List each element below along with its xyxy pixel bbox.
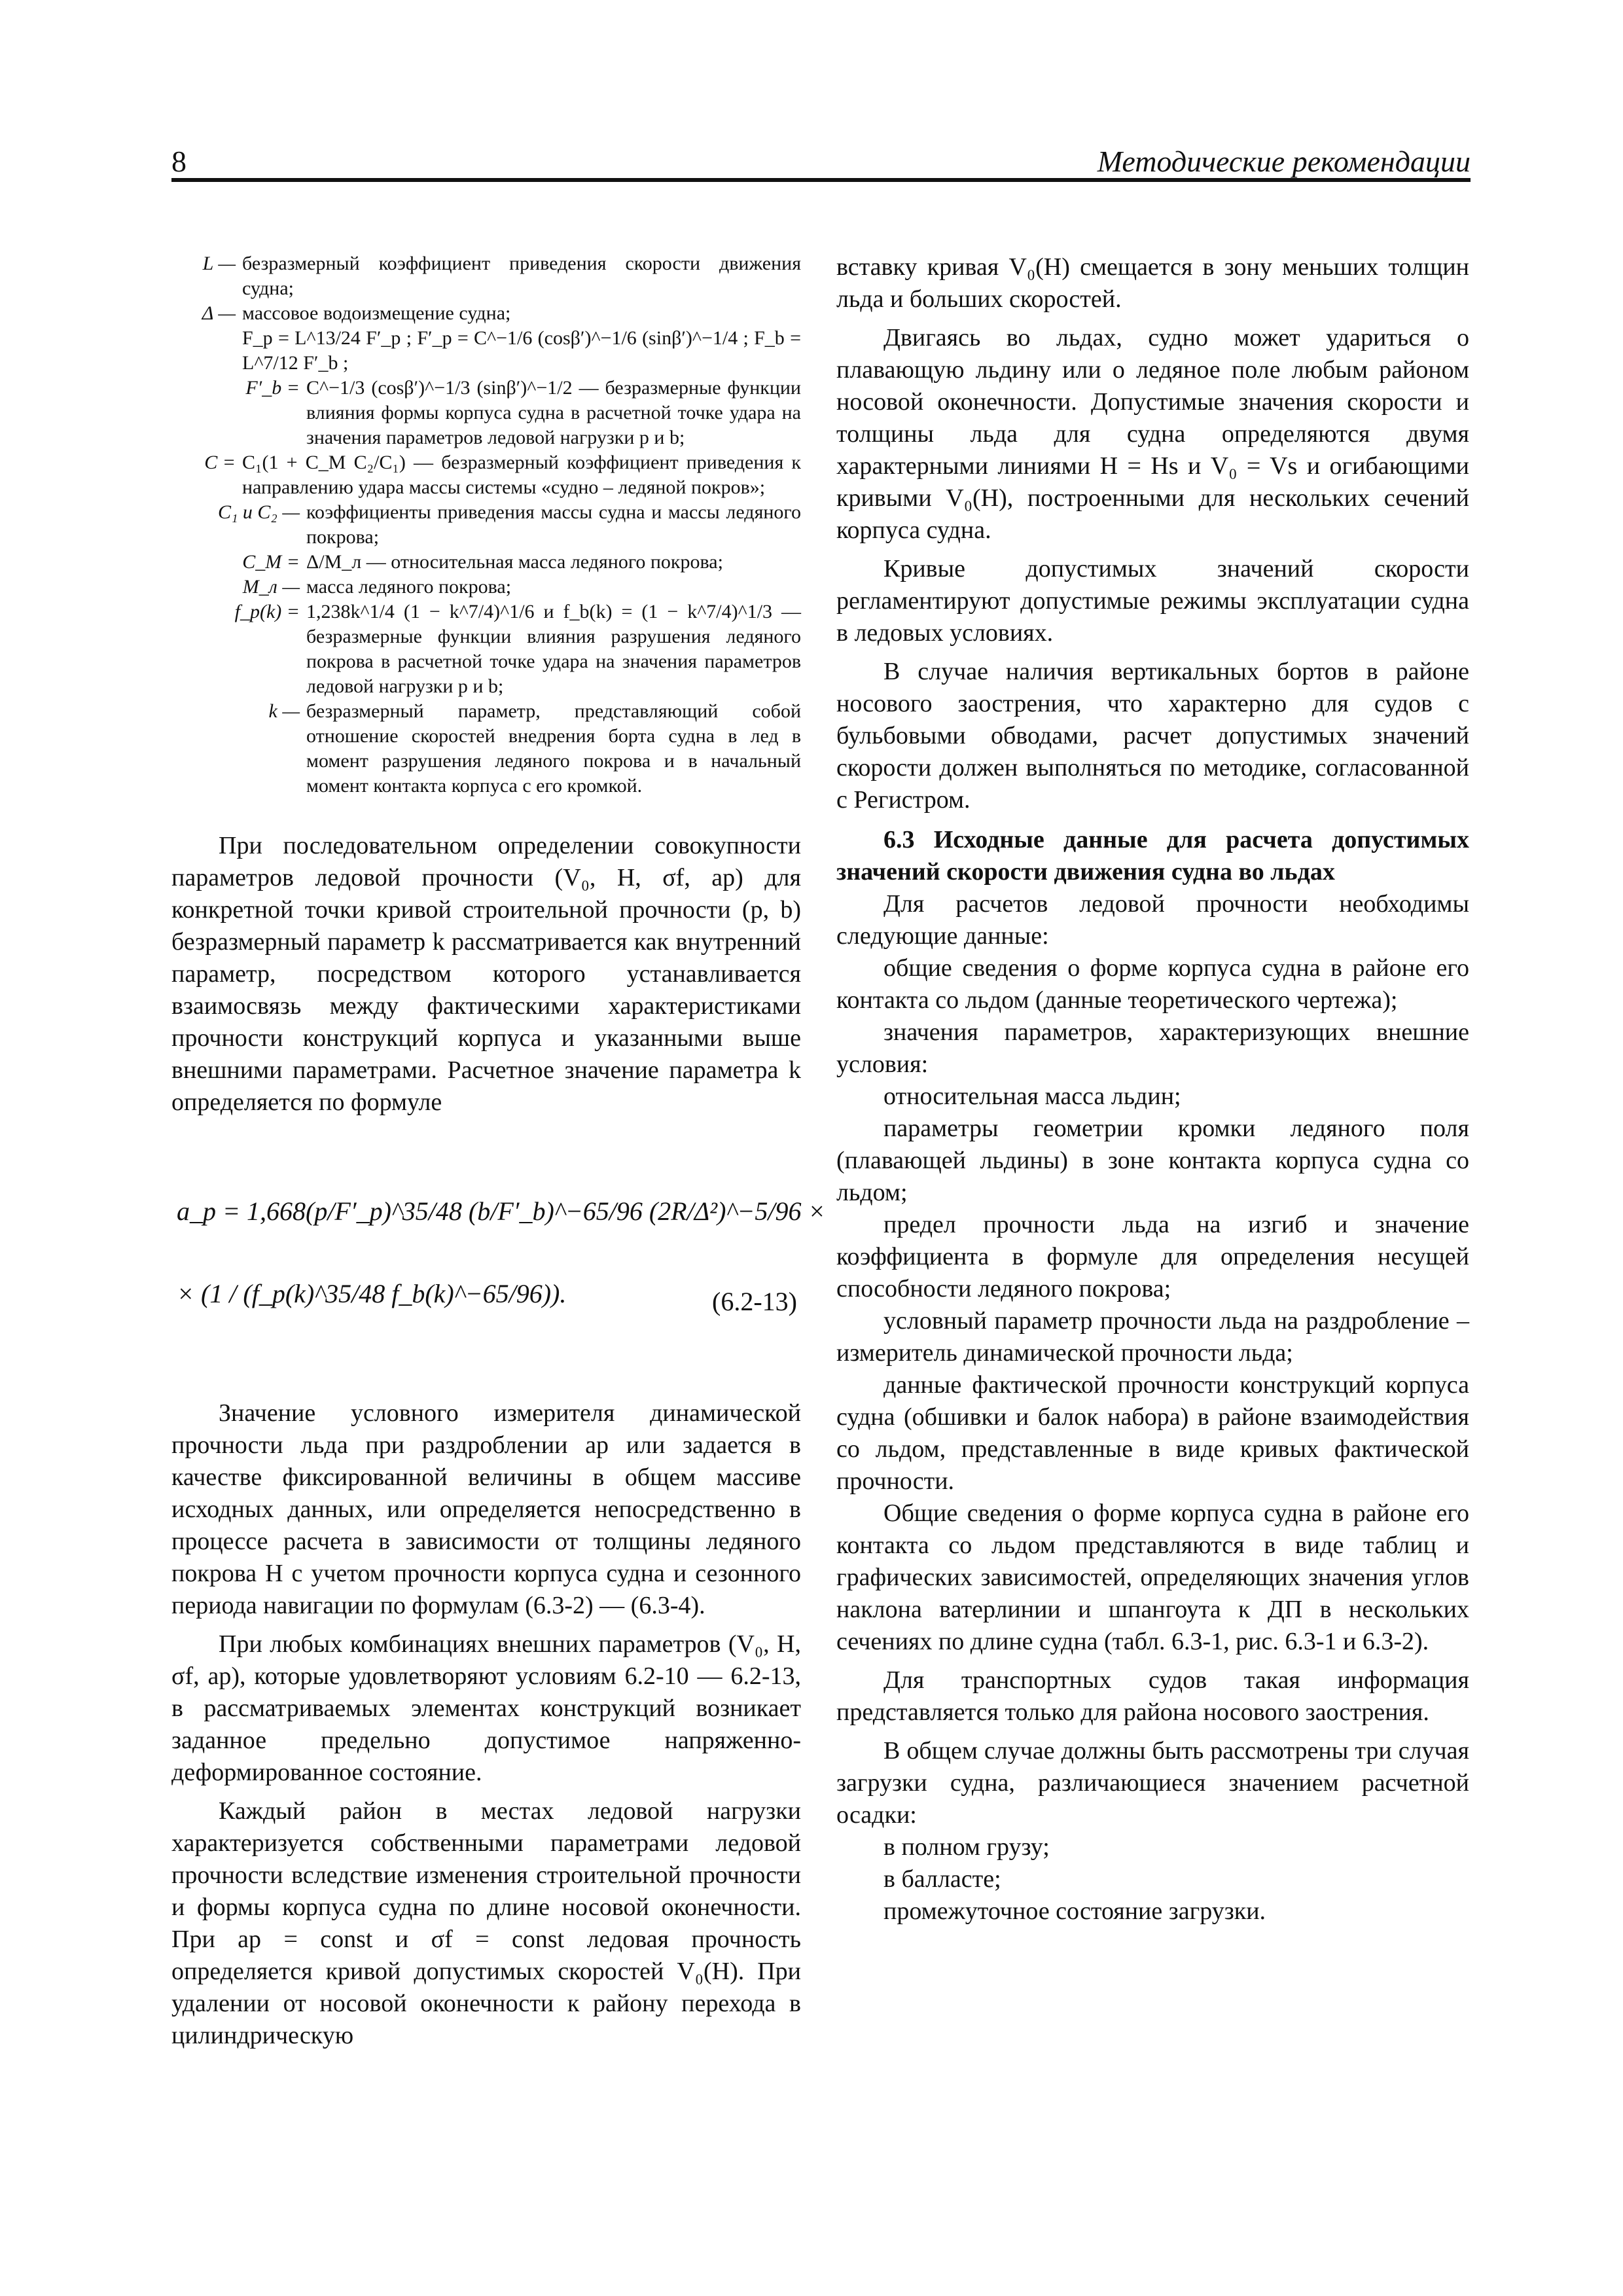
paragraph: Значение условного измерителя динамической прочности льда при раздроблении ap или задается в качестве фиксированной величины в общем массиве исходных данных, или определяется непосредственно в процессе расчета в зависимости от толщины ледяного покрова H с учетом прочности корпуса судна и сезонного периода навигации по формулам (6.3-2) — (6.3-4). — [171, 1399, 801, 1619]
list-item: в балласте; — [883, 1865, 1001, 1893]
paragraph: При любых комбинациях внешних параметров (V₀, H, σf, ap), которые удовлетворяют условиям 6.2-10 — 6.2-13, в рассматриваемых элементах конструкций возникает заданное предельно допустимое напряженно-деформированное состояние. — [171, 1630, 801, 1786]
paragraph: В случае наличия вертикальных бортов в районе носового заострения, что характерно для судов с бульбовыми обводами, расчет допустимых значений скорости должен выполняться по методике, согласованной с Регистром. — [836, 658, 1469, 814]
equation-number: (6.2-13) — [712, 1287, 797, 1316]
notation-symbol: Δ — — [202, 302, 236, 324]
notation-text: масса ледяного покрова; — [306, 576, 512, 598]
notation-symbol: k — — [268, 700, 300, 722]
paragraph: Для расчетов ледовой прочности необходимы следующие данные: — [836, 890, 1469, 950]
page-header — [171, 140, 1471, 179]
left-column — [171, 251, 826, 2052]
formula-line: × (1 / (f_p(k)^35/48 f_b(k)^−65/96)). — [177, 1279, 567, 1308]
notation-text: Δ/M_л — относительная масса ледяного покрова; — [306, 551, 723, 573]
paragraph: При последовательном определении совокупности параметров ледовой прочности (V₀, H, σf, ap) для конкретной точки кривой строительной прочности (p, b) безразмерный параметр k рассматривается как внутренний параметр, посредством которого устанавливается взаимосвязь между фактическими характеристиками прочности конструкций корпуса и указанными выше внешними параметрами. Расчетное значение параметра k определяется по формуле — [171, 832, 801, 1116]
header-rule — [171, 178, 1471, 182]
notation-item — [171, 699, 801, 798]
notation-list — [171, 251, 801, 798]
notation-item — [171, 376, 801, 450]
notation-text: коэффициенты приведения массы судна и массы ледяного покрова; — [306, 501, 801, 548]
notation-text: C^−1/3 (cosβ′)^−1/3 (sinβ′)^−1/2 — безразмерные функции влияния формы корпуса судна в расчетной точке удара на значения параметров ледовой нагрузки p и b; — [306, 377, 801, 448]
notation-item — [171, 450, 801, 500]
right-column — [836, 251, 1469, 1928]
running-title: Методические рекомендации — [1097, 145, 1471, 178]
notation-item — [171, 550, 801, 575]
paragraph: В общем случае должны быть рассмотрены три случая загрузки судна, различающиеся значением расчетной осадки: — [836, 1737, 1469, 1829]
notation-item — [171, 575, 801, 600]
notation-text: 1,238k^1/4 (1 − k^7/4)^1/6 и f_b(k) = (1 − k^7/4)^1/3 — безразмерные функции влияния разрушения ледяного покрова в расчетной точке удара на значения параметров ледовой нагрузки p и b; — [306, 601, 801, 697]
notation-symbol: C = — [204, 452, 236, 473]
paragraph: Для транспортных судов такая информация представляется только для района носового заострения. — [836, 1666, 1469, 1726]
notation-item — [171, 500, 801, 550]
list-item: относительная масса льдин; — [883, 1083, 1181, 1110]
list-item: значения параметров, характеризующих внешние условия: — [836, 1018, 1469, 1078]
formula-6-2-13 — [171, 1155, 826, 1371]
notation-symbol: f_p(k) = — [234, 601, 300, 622]
notation-text: безразмерный параметр, представляющий собой отношение скоростей внедрения борта судна в лед в момент разрушения ледяного покрова и в начальный момент контакта корпуса с его кромкой. — [306, 700, 801, 797]
list-item: общие сведения о форме корпуса судна в районе его контакта со льдом (данные теоретического чертежа); — [836, 954, 1469, 1014]
notation-symbol: F′_b = — [245, 377, 300, 399]
notation-item — [171, 301, 801, 326]
notation-item — [171, 600, 801, 699]
list-item: условный параметр прочности льда на раздробление – измеритель динамической прочности льда; — [836, 1307, 1469, 1367]
list-item: промежуточное состояние загрузки. — [883, 1897, 1266, 1925]
notation-symbol: C₁ и C₂ — — [217, 501, 300, 523]
paragraph: Общие сведения о форме корпуса судна в районе его контакта со льдом представляются в виде таблиц и графических зависимостей, определяющих значения углов наклона ватерлинии и шпангоута к ДП в нескольких сечениях по длине судна (табл. 6.3-1, рис. 6.3-1 и 6.3-2). — [836, 1499, 1469, 1655]
section-heading: 6.3 Исходные данные для расчета допустимых значений скорости движения судна во льдах — [836, 826, 1469, 886]
paragraph: Кривые допустимых значений скорости регламентируют допустимые режимы эксплуатации судна в ледовых условиях. — [836, 555, 1469, 647]
notation-symbol: C_M = — [242, 551, 300, 573]
list-item: предел прочности льда на изгиб и значение коэффициента в формуле для определения несущей способности ледяного покрова; — [836, 1211, 1469, 1302]
notation-item — [171, 326, 801, 376]
formula-line: a_p = 1,668(p/F′_p)^35/48 (b/F′_b)^−65/96 (2R/Δ²)^−5/96 × — [177, 1196, 826, 1226]
notation-symbol — [171, 326, 242, 376]
notation-symbol: M_л — — [242, 576, 300, 598]
list-item: в полном грузу; — [883, 1833, 1050, 1861]
page-number: 8 — [171, 145, 187, 178]
notation-text: C₁(1 + C_M C₂/C₁) — безразмерный коэффициент приведения к направлению удара массы системы «судно – ледяной покров»; — [242, 452, 801, 498]
paragraph: Двигаясь во льдах, судно может удариться о плавающую льдину или о ледяное поле любым районом носовой оконечности. Допустимые значения скорости и толщины льда для судна определяются двумя характерными линиями H = Hs и V₀ = Vs и огибающими кривыми V₀(H), построенными для нескольких сечений корпуса судна. — [836, 324, 1469, 544]
notation-text: F_p = L^13/24 F′_p ; F′_p = C^−1/6 (cosβ′)^−1/6 (sinβ′)^−1/4 ; F_b = L^7/12 F′_b ; — [242, 327, 801, 374]
notation-symbol: L — — [202, 253, 236, 274]
notation-text: безразмерный коэффициент приведения скорости движения судна; — [242, 253, 801, 299]
list-item: параметры геометрии кромки ледяного поля (плавающей льдины) в зоне контакта корпуса судна со льдом; — [836, 1115, 1469, 1206]
paragraph: вставку кривая V₀(H) смещается в зону меньших толщин льда и больших скоростей. — [836, 253, 1469, 313]
list-item: данные фактической прочности конструкций корпуса судна (обшивки и балок набора) в районе взаимодействия со льдом, представленные в виде кривых фактической прочности. — [836, 1371, 1469, 1495]
notation-item — [171, 251, 801, 301]
notation-text: массовое водоизмещение судна; — [242, 302, 511, 324]
paragraph: Каждый район в местах ледовой нагрузки характеризуется собственными параметрами ледовой прочности вследствие изменения строительной прочности и формы корпуса судна по длине носовой оконечности. При ap = const и σf = const ледовая прочность определяется кривой допустимых скоростей V₀(H). При удалении от носовой оконечности к району перехода в цилиндрическую — [171, 1797, 801, 2049]
